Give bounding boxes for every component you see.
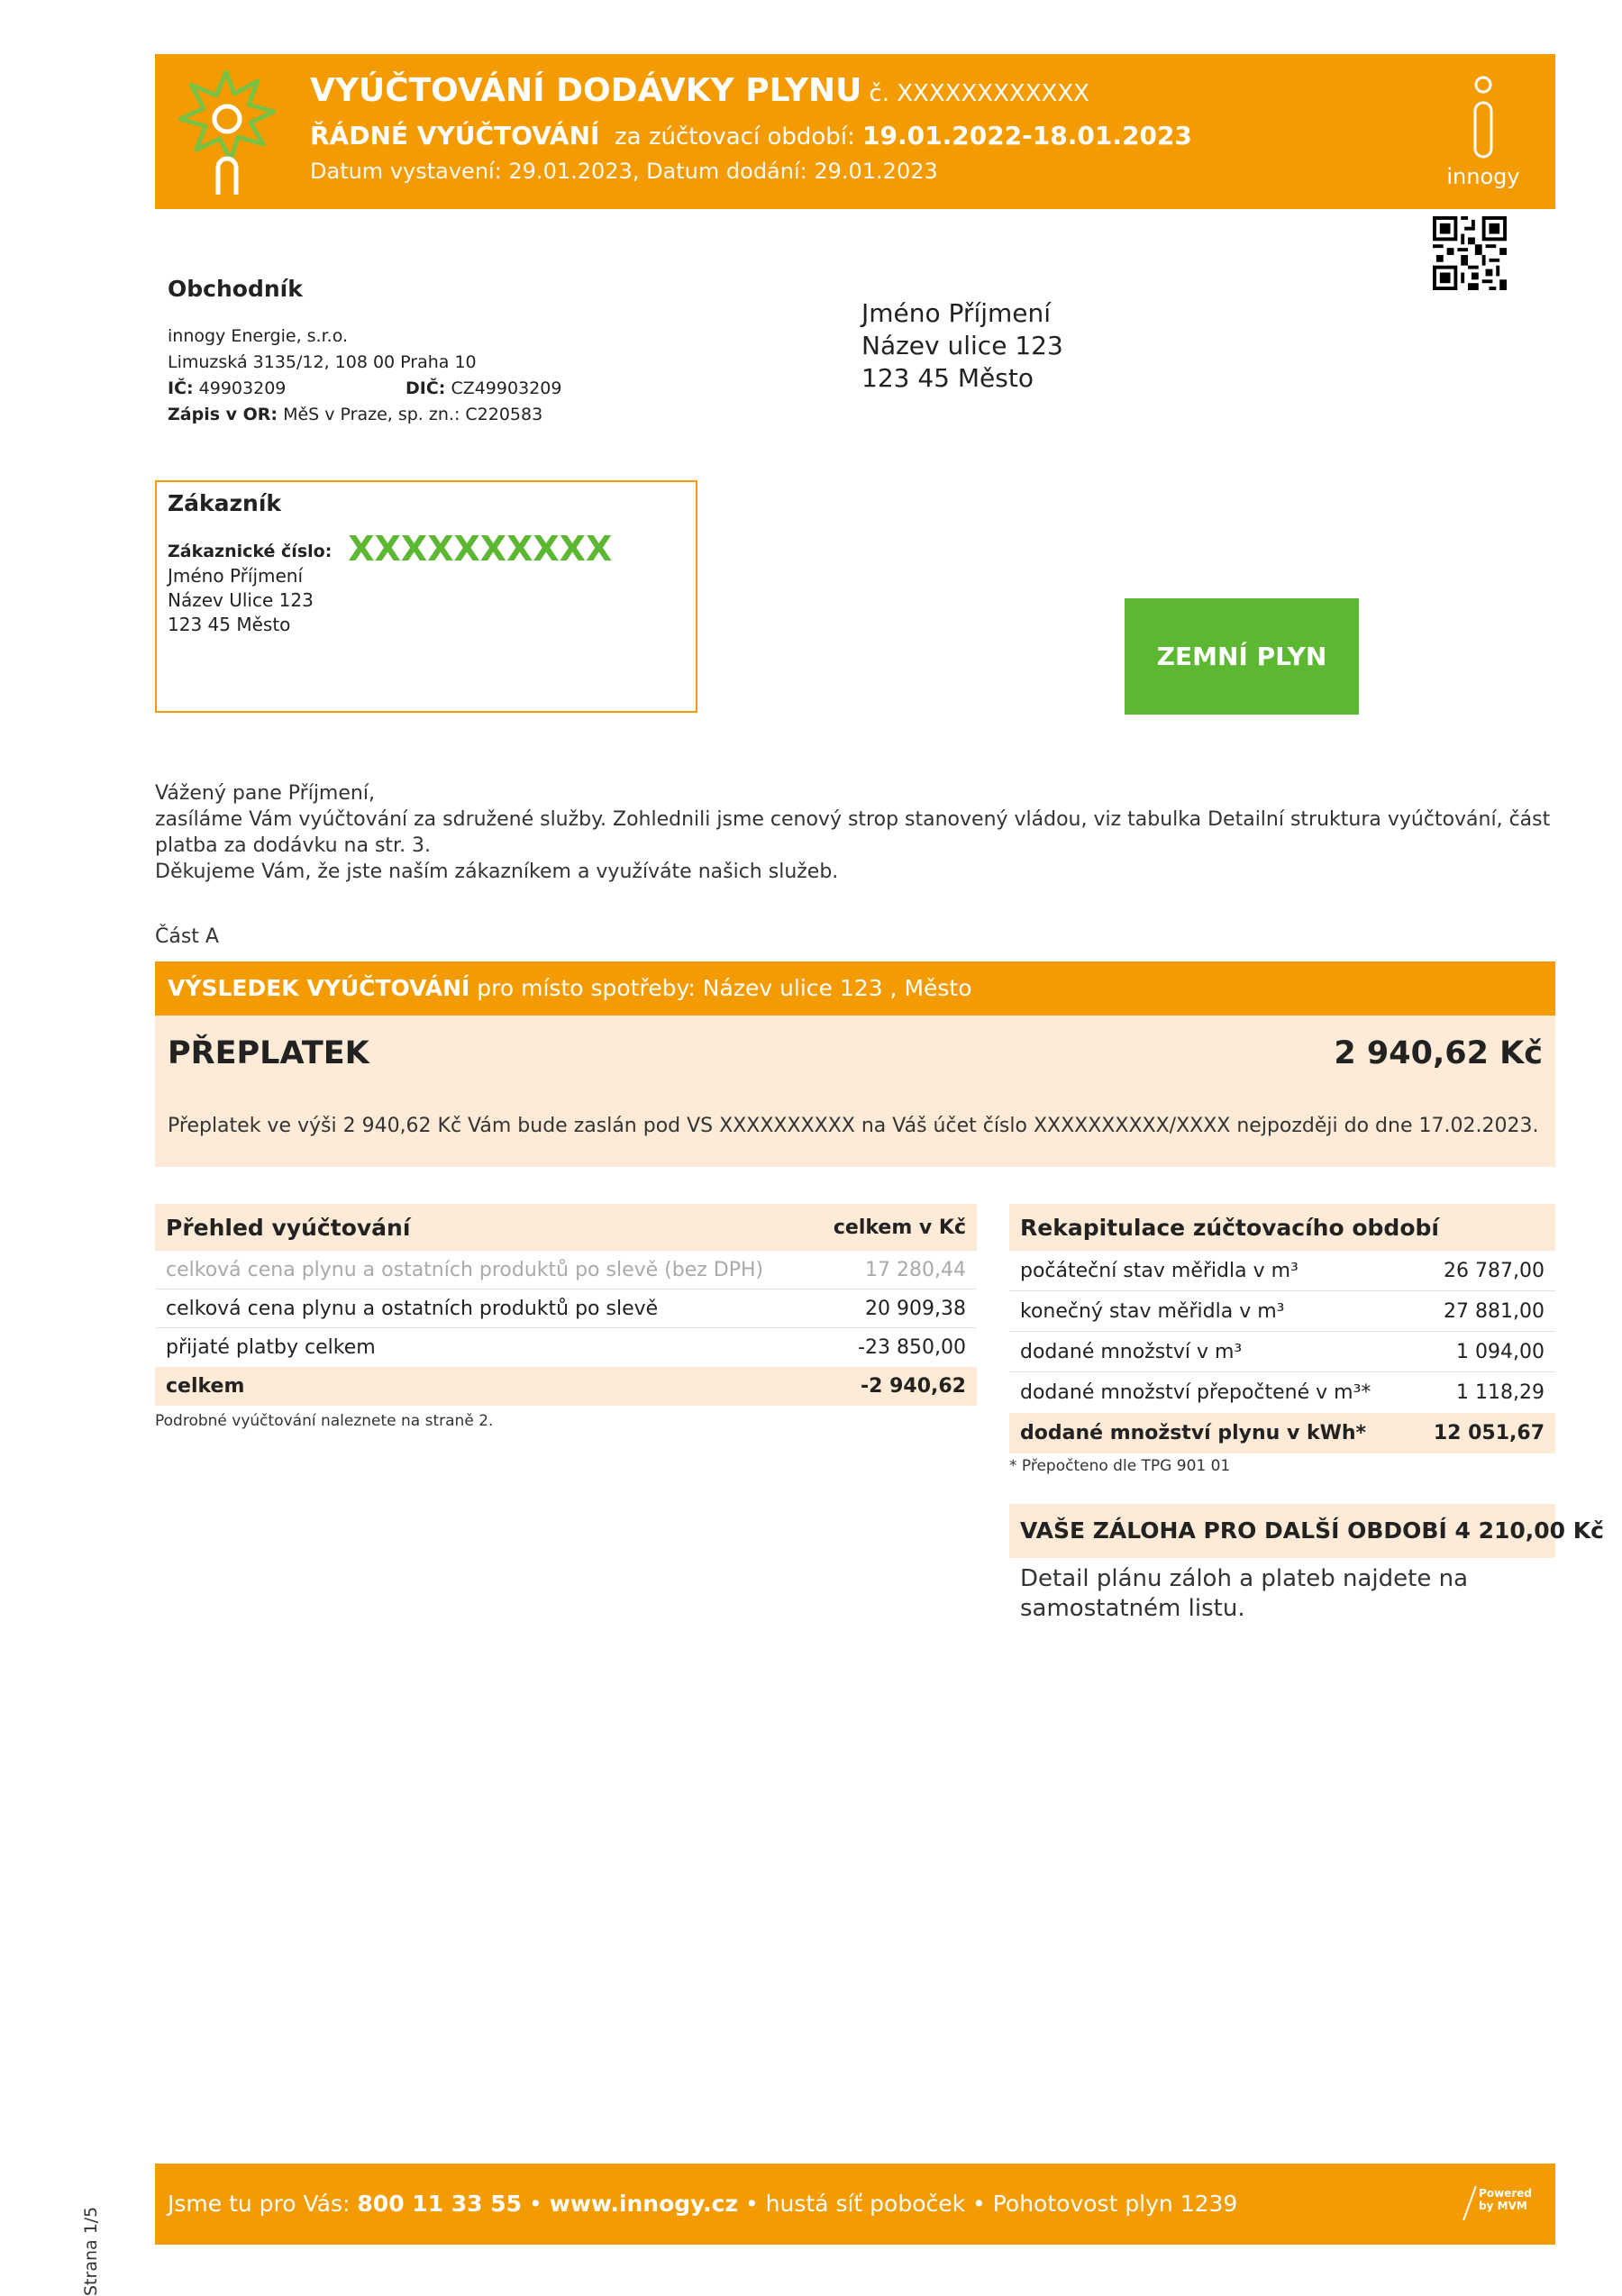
result-bar: VÝSLEDEK VYÚČTOVÁNÍ pro místo spotřeby: Název ulice 123 , Město	[155, 961, 1555, 1016]
sun-icon	[177, 70, 276, 196]
powered-by-mvm: Powered by MVM	[1479, 2187, 1532, 2212]
merchant-address: Limuzská 3135/12, 108 00 Praha 10	[168, 352, 477, 372]
addressee-city: 123 45 Město	[861, 363, 1034, 393]
letter-greeting: Vážený pane Příjmení,	[155, 782, 375, 805]
innogy-logo	[1438, 72, 1528, 198]
table-row: celková cena plynu a ostatních produktů po slevě 20 909,38	[155, 1289, 977, 1328]
footer-contact: Jsme tu pro Vás: 800 11 33 55 • www.innogy.cz • hustá síť poboček • Pohotovost plyn 1239	[168, 2191, 1238, 2217]
table-row: dodané množství v m³ 1 094,00	[1009, 1332, 1555, 1372]
table-row: přijaté platby celkem -23 850,00	[166, 1336, 966, 1359]
result-amount: 2 940,62 Kč	[1334, 1035, 1543, 1071]
page-number: Strana 1/5	[81, 2206, 101, 2296]
addressee-street: Název ulice 123	[861, 331, 1063, 360]
merchant-ids: IČ: 49903209 DIČ: CZ49903209	[168, 378, 562, 398]
slash-divider	[1463, 2186, 1477, 2220]
commodity-badge: ZEMNÍ PLYN	[1125, 598, 1359, 715]
overview-note: Podrobné vyúčtování naleznete na straně 2.	[155, 1412, 494, 1430]
result-panel	[155, 1016, 1555, 1167]
billing-period: ŘÁDNÉ VYÚČTOVÁNÍ za zúčtovací období: 19.01.2022-18.01.2023	[310, 121, 1192, 150]
table-row: dodané množství přepočtené v m³* 1 118,29	[1020, 1381, 1545, 1404]
customer-heading: Zákazník	[168, 490, 282, 516]
recap-table	[1009, 1204, 1555, 1453]
addressee-name: Jméno Příjmení	[861, 298, 1052, 328]
letter-thanks: Děkujeme Vám, že jste naším zákazníkem a využíváte našich služeb.	[155, 861, 839, 883]
table-row: počáteční stav měřidla v m³ 26 787,00	[1009, 1251, 1555, 1291]
invoice-title: VYÚČTOVÁNÍ DODÁVKY PLYNU č. XXXXXXXXXXXX	[310, 72, 1089, 109]
customer-city: 123 45 Město	[168, 614, 291, 635]
letter-body: zasíláme Vám vyúčtování za sdružené služby. Zohlednili jsme cenový strop stanovený vládou, viz tabulka Detailní struktura vyúčtování, část platba za dodávku na str. 3.	[155, 808, 1551, 857]
qr-code	[1433, 216, 1507, 290]
invoice-header	[155, 54, 1555, 209]
overview-table	[155, 1204, 977, 1406]
table-row: konečný stav měřidla v m³ 27 881,00	[1009, 1291, 1555, 1332]
advance-bar: VAŠE ZÁLOHA PRO DALŠÍ OBDOBÍ 4 210,00 Kč	[1009, 1504, 1555, 1558]
innogy-logo-icon	[1465, 76, 1501, 162]
section-label: Část A	[155, 925, 219, 948]
result-note: Přeplatek ve výši 2 940,62 Kč Vám bude zaslán pod VS XXXXXXXXXX na Váš účet číslo XXXXXXXXXX/XXXX nejpozději do dne 17.02.2023.	[168, 1115, 1539, 1137]
overview-header: Přehled vyúčtování celkem v Kč	[155, 1204, 977, 1251]
recap-header: Rekapitulace zúčtovacího období	[1009, 1204, 1555, 1251]
advance-note: Detail plánu záloh a plateb najdete na samostatném listu.	[1020, 1565, 1469, 1622]
brand-name: innogy	[1446, 164, 1520, 189]
customer-number: Zákaznické číslo: XXXXXXXXXX	[168, 529, 613, 569]
merchant-info	[168, 276, 798, 428]
table-row-total: celkem -2 940,62	[155, 1367, 977, 1406]
footer-bar	[155, 2164, 1555, 2245]
addressee	[861, 297, 1063, 395]
table-row: celková cena plynu a ostatních produktů po slevě (bez DPH) 17 280,44	[155, 1251, 977, 1289]
result-title: PŘEPLATEK	[168, 1035, 369, 1071]
footer-website-link[interactable]: www.innogy.cz	[549, 2191, 739, 2217]
cover-letter	[155, 780, 1555, 885]
footer-phone[interactable]: 800 11 33 55	[357, 2191, 523, 2217]
merchant-registry: Zápis v OR: MěS v Praze, sp. zn.: C220583	[168, 405, 543, 424]
merchant-name: innogy Energie, s.r.o.	[168, 326, 349, 346]
customer-street: Název Ulice 123	[168, 589, 314, 611]
customer-box	[155, 480, 697, 713]
table-row-total: dodané množství plynu v kWh* 12 051,67	[1009, 1413, 1555, 1453]
issue-dates: Datum vystavení: 29.01.2023, Datum dodání: 29.01.2023	[310, 159, 938, 184]
customer-name: Jméno Příjmení	[168, 565, 304, 587]
recap-note: * Přepočteno dle TPG 901 01	[1009, 1457, 1231, 1475]
merchant-heading: Obchodník	[168, 276, 303, 302]
